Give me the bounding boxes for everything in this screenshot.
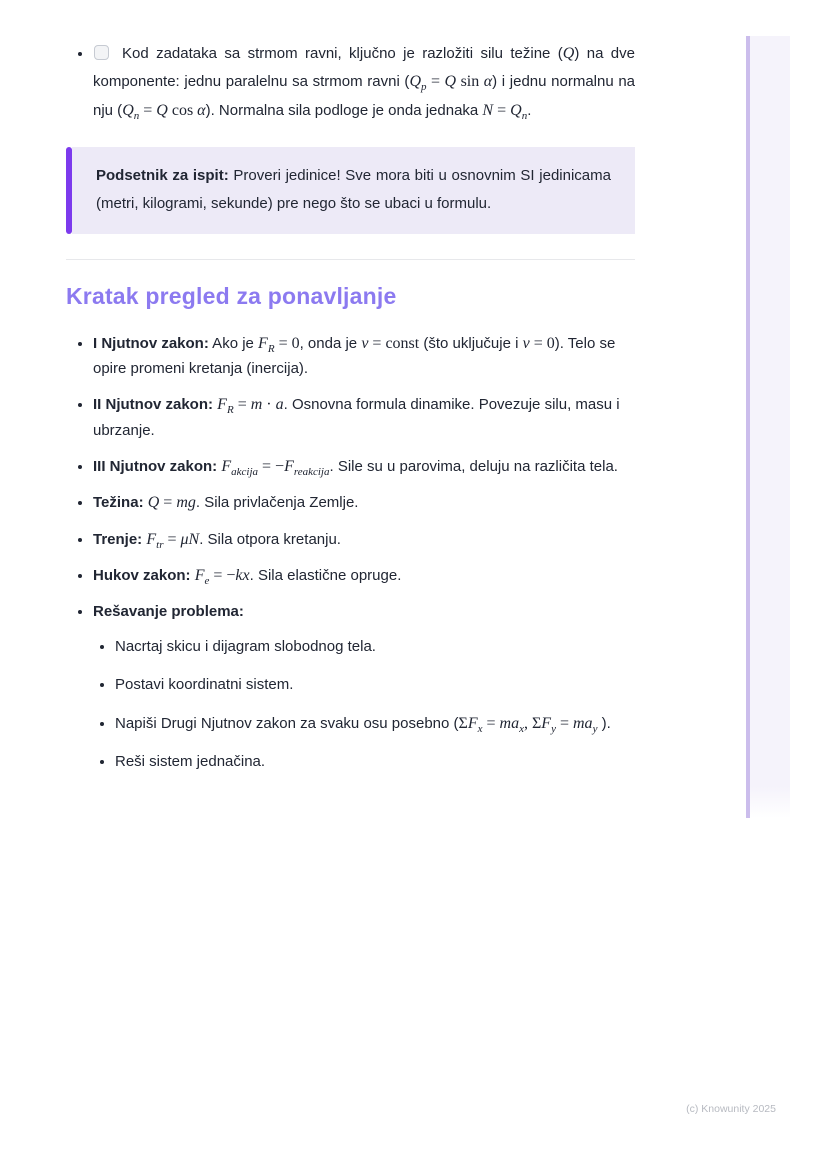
text-segment: , onda je xyxy=(299,334,362,352)
review-item xyxy=(93,490,635,517)
math-text: Q xyxy=(562,45,575,62)
text-segment: Težina: xyxy=(93,494,144,512)
checkbox-icon[interactable] xyxy=(94,45,109,60)
math-text: mg xyxy=(176,494,196,512)
math-text: $F_{akcija}$ xyxy=(221,457,259,478)
math-text: = xyxy=(233,396,251,414)
math-text: = xyxy=(426,73,445,91)
review-subitem xyxy=(115,635,635,660)
math-text: $F_e$ xyxy=(194,567,210,588)
review-subitem xyxy=(115,711,635,738)
math-text: α xyxy=(197,101,206,119)
math-text: $ma_y$ xyxy=(573,714,598,735)
math-text: = xyxy=(482,714,500,732)
review-item xyxy=(93,563,635,590)
text-segment: . Sile su u parovima, deluju na različita tela. xyxy=(329,457,618,475)
review-item xyxy=(93,527,635,554)
math-text: = const xyxy=(368,334,420,352)
math-text: = xyxy=(493,101,511,119)
text-segment: ). Telo se opire promeni kretanja (inercija). xyxy=(93,334,616,378)
math-text: = xyxy=(163,530,181,548)
checklist xyxy=(66,40,635,125)
math-text: kx xyxy=(235,567,250,585)
text-segment: Kod zadataka sa strmom ravni, ključno je razložiti silu težine ( xyxy=(122,45,563,62)
text-segment: Nacrtaj skicu i dijagram slobodnog tela. xyxy=(115,637,376,655)
section-heading: Kratak pregled za ponavljanje xyxy=(66,282,397,309)
math-text: $F_R$ xyxy=(217,396,234,417)
text-segment: I Njutnov zakon: xyxy=(93,334,209,352)
text-segment: Trenje: xyxy=(93,530,143,548)
math-text: Q xyxy=(147,494,160,512)
math-text: m xyxy=(250,396,263,414)
review-sublist xyxy=(93,635,635,775)
math-text: $F_x$ xyxy=(467,714,483,735)
section-divider xyxy=(66,259,635,260)
math-text: $ma_x$ xyxy=(499,714,524,735)
text-segment: . Sila privlačenja Zemlje. xyxy=(195,494,359,512)
math-text: $F_y$ xyxy=(541,714,556,735)
callout-text xyxy=(72,147,635,234)
math-text: , xyxy=(523,714,532,732)
math-text: sin xyxy=(456,73,484,91)
text-segment: . Sila elastične opruge. xyxy=(249,567,402,585)
text-segment: ). xyxy=(597,714,611,732)
text-segment: ). Normalna sila podloge je onda jednaka xyxy=(205,101,483,119)
text-segment: (što uključuje i xyxy=(419,334,523,352)
text-segment: Reši sistem jednačina. xyxy=(115,753,266,771)
review-item xyxy=(93,600,635,775)
review-item xyxy=(93,331,635,382)
math-text: $F_R$ xyxy=(258,334,275,355)
math-text: a xyxy=(275,396,284,414)
text-segment: ) i jednu normalnu na nju ( xyxy=(93,73,636,119)
review-list xyxy=(66,331,635,775)
text-segment: Proveri jedinice! Sve mora biti u osnovnim SI jedinicama (metri, kilogrami, sekunde) pre nego što se ubaci u formulu. xyxy=(96,167,611,213)
math-text: N xyxy=(482,101,494,119)
text-segment: III Njutnov zakon: xyxy=(93,457,218,475)
checklist-item-text xyxy=(93,45,636,123)
math-text: = − xyxy=(209,567,236,585)
math-text: cos xyxy=(167,101,198,119)
math-text: Σ xyxy=(531,714,542,732)
copyright-footer: (c) Knowunity 2025 xyxy=(686,1103,776,1115)
review-item xyxy=(93,392,635,443)
exam-reminder-callout xyxy=(66,147,635,234)
review-subitem xyxy=(115,750,635,775)
text-segment: . Osnovna formula dinamike. Povezuje silu, masu i ubrzanje. xyxy=(93,396,620,439)
math-text: $F_{tr}$ xyxy=(146,530,164,551)
math-text: Q xyxy=(156,101,168,119)
math-text: = − xyxy=(258,457,285,475)
review-subitem xyxy=(115,673,635,698)
math-text: $F_{reakcija}$ xyxy=(284,457,330,478)
math-text: = 0 xyxy=(274,334,300,352)
math-text: $Q_n$ xyxy=(510,101,528,123)
math-text: v xyxy=(522,334,530,352)
text-segment: II Njutnov zakon: xyxy=(93,396,213,414)
text-segment: Ako je xyxy=(208,334,259,352)
review-item xyxy=(93,454,635,481)
checklist-item xyxy=(93,40,635,125)
text-segment: Hukov zakon: xyxy=(93,567,191,585)
text-segment: Postavi koordinatni sistem. xyxy=(115,675,294,693)
math-text: μN xyxy=(180,530,200,548)
text-segment: Podsetnik za ispit: xyxy=(96,167,229,185)
math-text: = xyxy=(555,714,573,732)
content-column xyxy=(66,40,635,788)
math-text: = xyxy=(139,101,157,119)
math-text: = 0 xyxy=(529,334,555,352)
math-text: · xyxy=(262,396,276,414)
math-text: $Q_n$ xyxy=(122,101,140,123)
text-segment: ) na dve komponente: jednu paralelnu sa strmom ravni ( xyxy=(93,45,635,91)
text-segment: Napiši Drugi Njutnov zakon za svaku osu posebno ( xyxy=(115,714,459,732)
math-text: Σ xyxy=(458,714,468,732)
math-text: = xyxy=(159,494,177,512)
next-page-edge-strip xyxy=(746,36,790,818)
text-segment: . xyxy=(527,101,532,119)
math-text: v xyxy=(361,334,369,352)
text-segment: Rešavanje problema: xyxy=(93,602,244,620)
math-text: $Q_p$ xyxy=(409,73,427,94)
math-text: α xyxy=(483,73,493,91)
math-text: Q xyxy=(444,73,457,91)
text-segment: . Sila otpora kretanju. xyxy=(199,530,341,548)
